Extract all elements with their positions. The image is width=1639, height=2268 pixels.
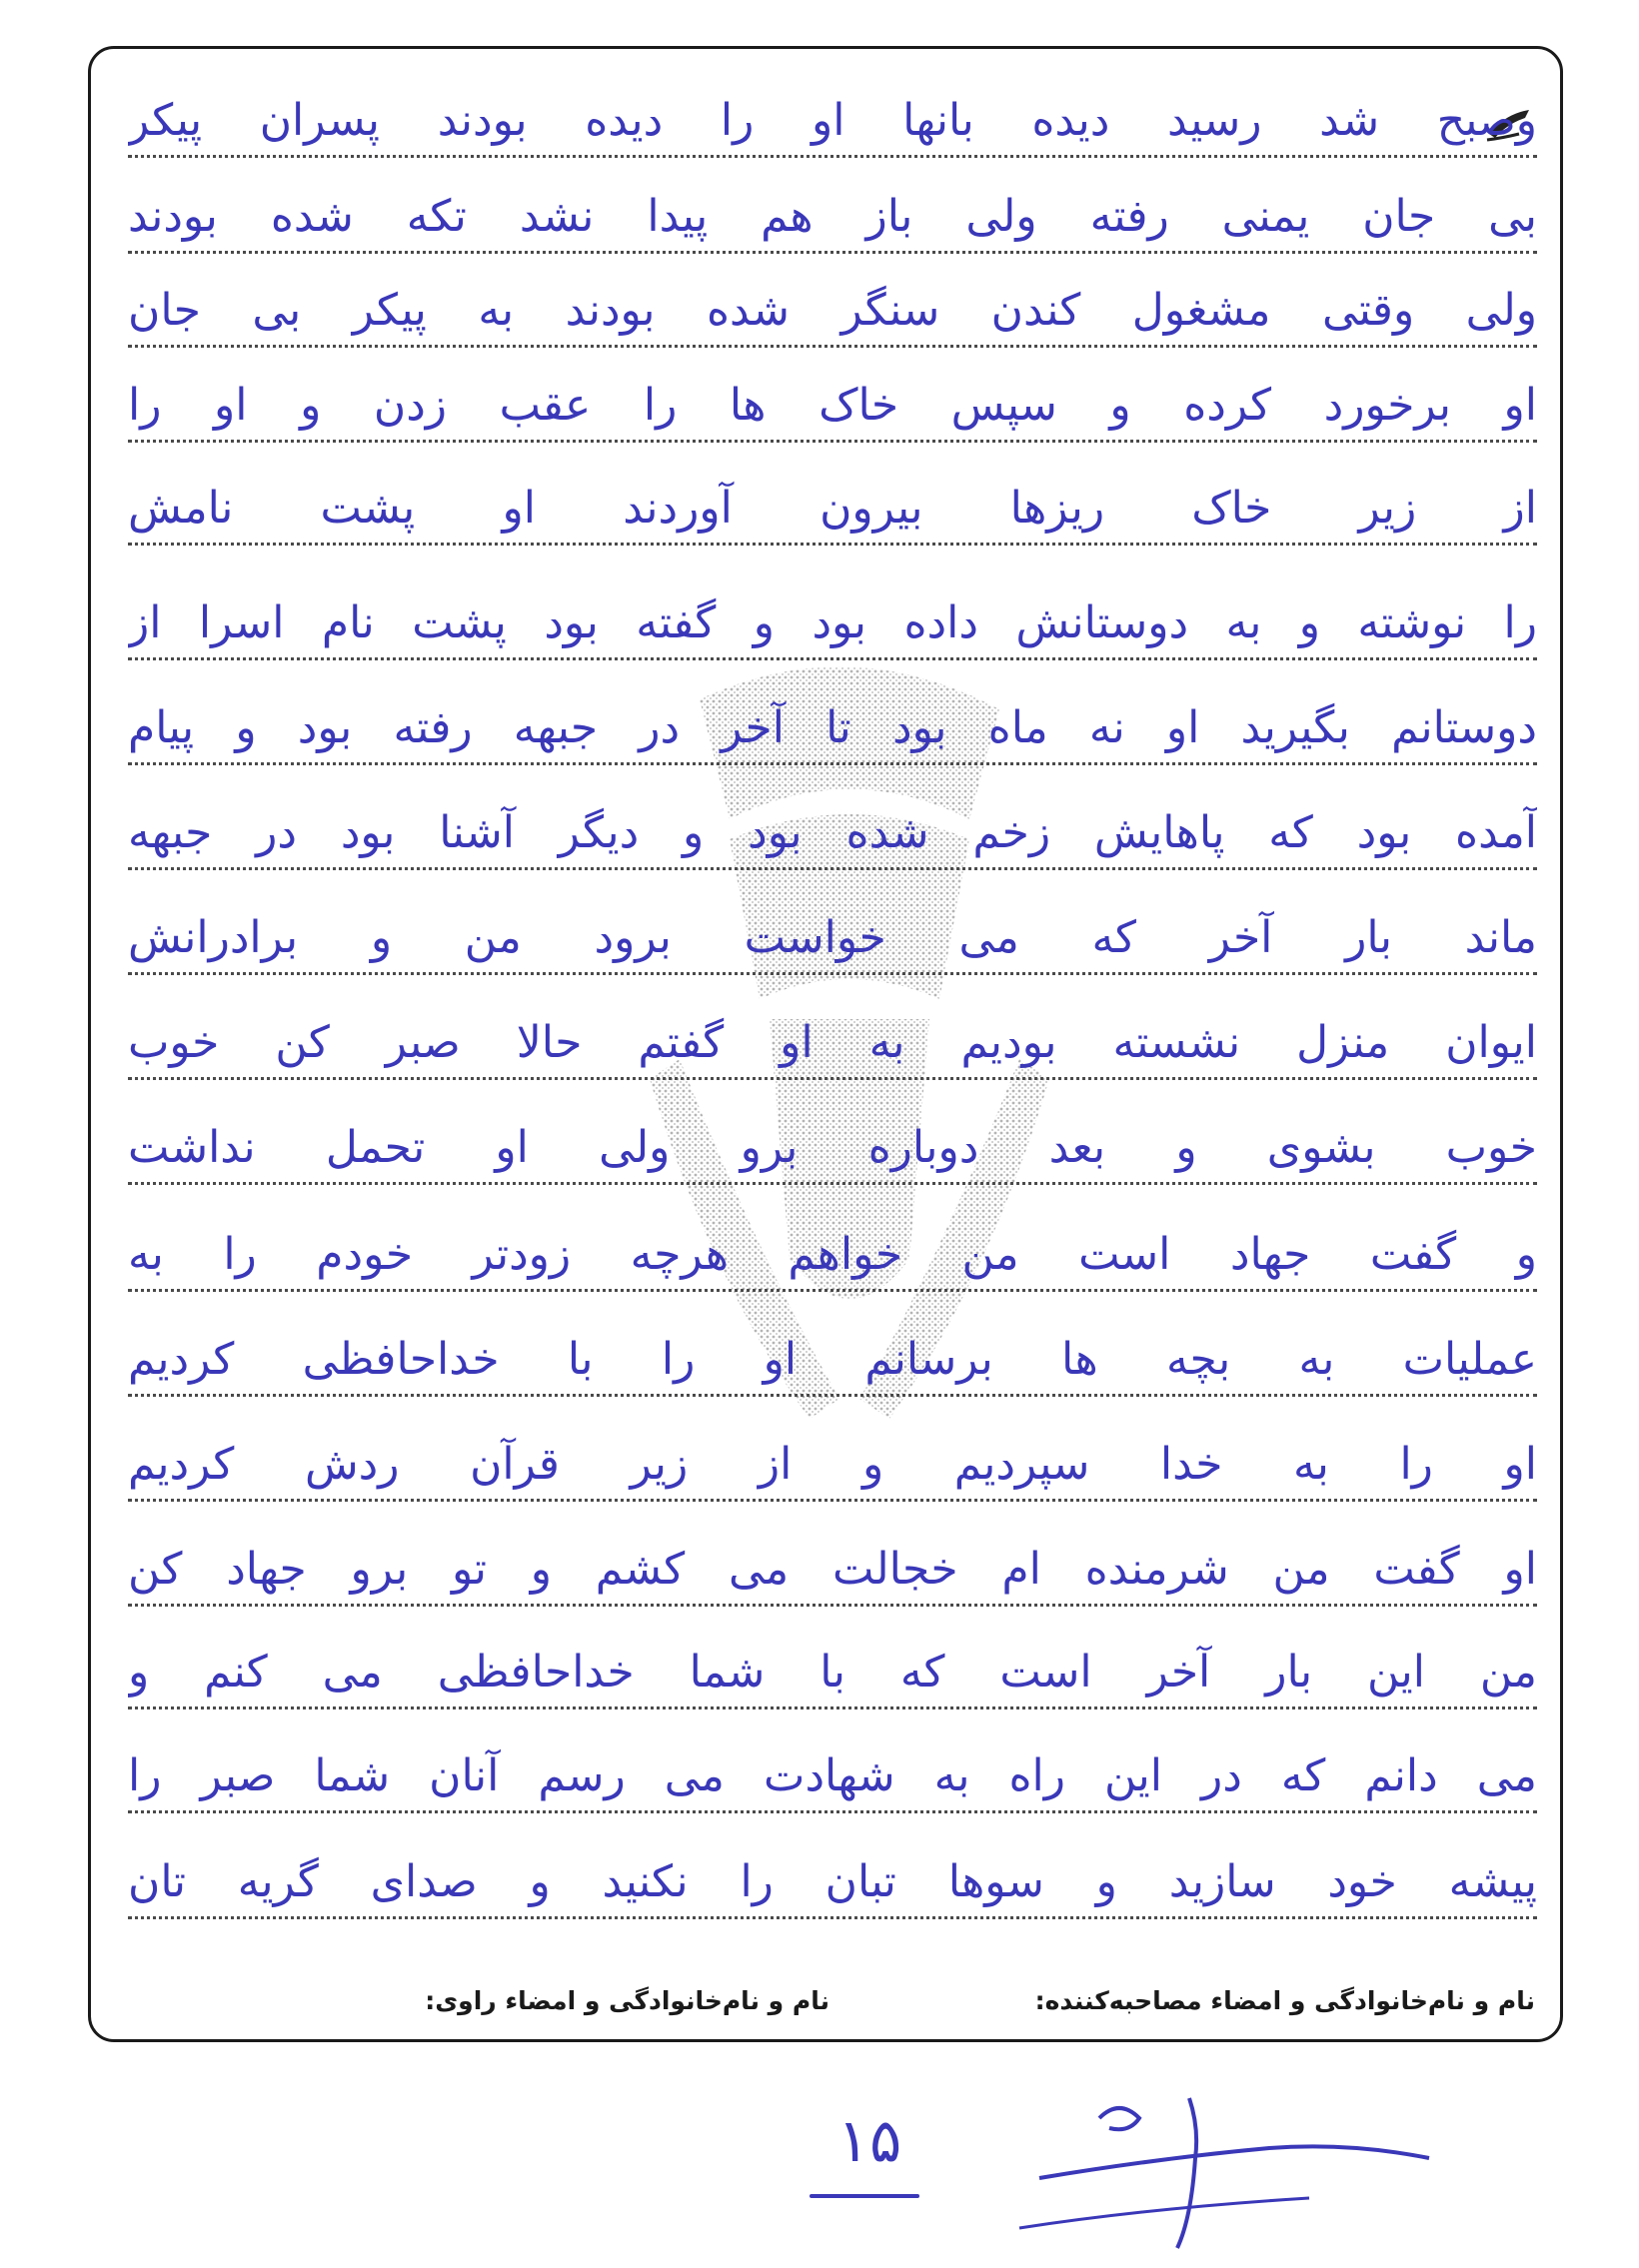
page-number-underline (810, 2194, 919, 2198)
handwritten-text: آمده بود که پاهایش زخم شده بود و دیگر آشنا بود در جبهه (128, 807, 1537, 858)
text-line (128, 95, 1537, 158)
handwritten-text: دوستانم بگیرید او نه ماه بود تا آخر در جبهه رفته بود و پیام (128, 702, 1537, 753)
handwritten-text: او گفت من شرمنده ام خجالت می کشم و تو برو جهاد کن (128, 1544, 1537, 1595)
text-line (128, 285, 1537, 348)
handwritten-text: من این بار آخر است که با شما خداحافظی می کنم و (128, 1647, 1537, 1698)
text-line (128, 191, 1537, 254)
interviewer-signature-label: نام و نام‌خانوادگی و امضاء مصاحبه‌کننده: (1034, 1986, 1535, 2015)
text-line (128, 1122, 1537, 1185)
text-line (128, 1856, 1537, 1919)
text-line (128, 702, 1537, 765)
text-line (128, 1544, 1537, 1607)
handwritten-text: پیشه خود سازید و سوها تبان را نکنید و صدای گریه تان (128, 1856, 1537, 1907)
handwritten-text: و گفت جهاد است من خواهم هرچه زودتر خودم را به (128, 1229, 1537, 1280)
text-line (128, 1229, 1537, 1292)
text-line (128, 483, 1537, 546)
handwritten-text: او را به خدا سپردیم و از زیر قرآن ردش کردیم (128, 1439, 1537, 1490)
handwritten-text: او برخورد کرده و سپس خاک ها را عقب زدن و او را (128, 380, 1537, 431)
text-line (128, 1750, 1537, 1813)
narrator-signature-label: نام و نام‌خانوادگی و امضاء راوی: (425, 1986, 829, 2015)
handwritten-text: بی جان یمنی رفته ولی باز هم پیدا نشد تکه شده بودند (128, 191, 1537, 242)
handwritten-text: می دانم که در این راه به شهادت می رسم آنان شما صبر را (128, 1750, 1537, 1801)
handwritten-text: عملیات به بچه ها برسانم او را با خداحافظی کردیم (128, 1334, 1537, 1385)
handwritten-text: ولی وقتی مشغول کندن سنگر شده بودند به پیکر بی جان (128, 285, 1537, 336)
handwritten-text: ماند بار آخر که می خواست برود من و برادرانش (128, 912, 1537, 963)
text-line (128, 912, 1537, 975)
handwritten-text: از زیر خاک ریزها بیرون آوردند او پشت نامش (128, 483, 1537, 534)
page-number: ۱۵ (836, 2106, 902, 2176)
text-line (128, 807, 1537, 870)
handwritten-text: را نوشته و به دوستانش داده بود و گفته بود پشت نام اسرا از (128, 597, 1537, 648)
handwritten-text: خوب بشوی و بعد دوباره برو ولی او تحمل نداشت (128, 1122, 1537, 1173)
text-line (128, 1647, 1537, 1709)
text-line (128, 1439, 1537, 1502)
text-line (128, 1334, 1537, 1397)
handwritten-text: ایوان منزل نشسته بودیم به او گفتم حالا صبر کن خوب (128, 1017, 1537, 1068)
text-line (128, 1017, 1537, 1080)
text-line (128, 597, 1537, 660)
handwritten-signature (1009, 2058, 1449, 2258)
text-line (128, 380, 1537, 443)
handwritten-text: وصبح شد رسید دیده بانها او را دیده بودند پسران پیکر (128, 95, 1537, 146)
